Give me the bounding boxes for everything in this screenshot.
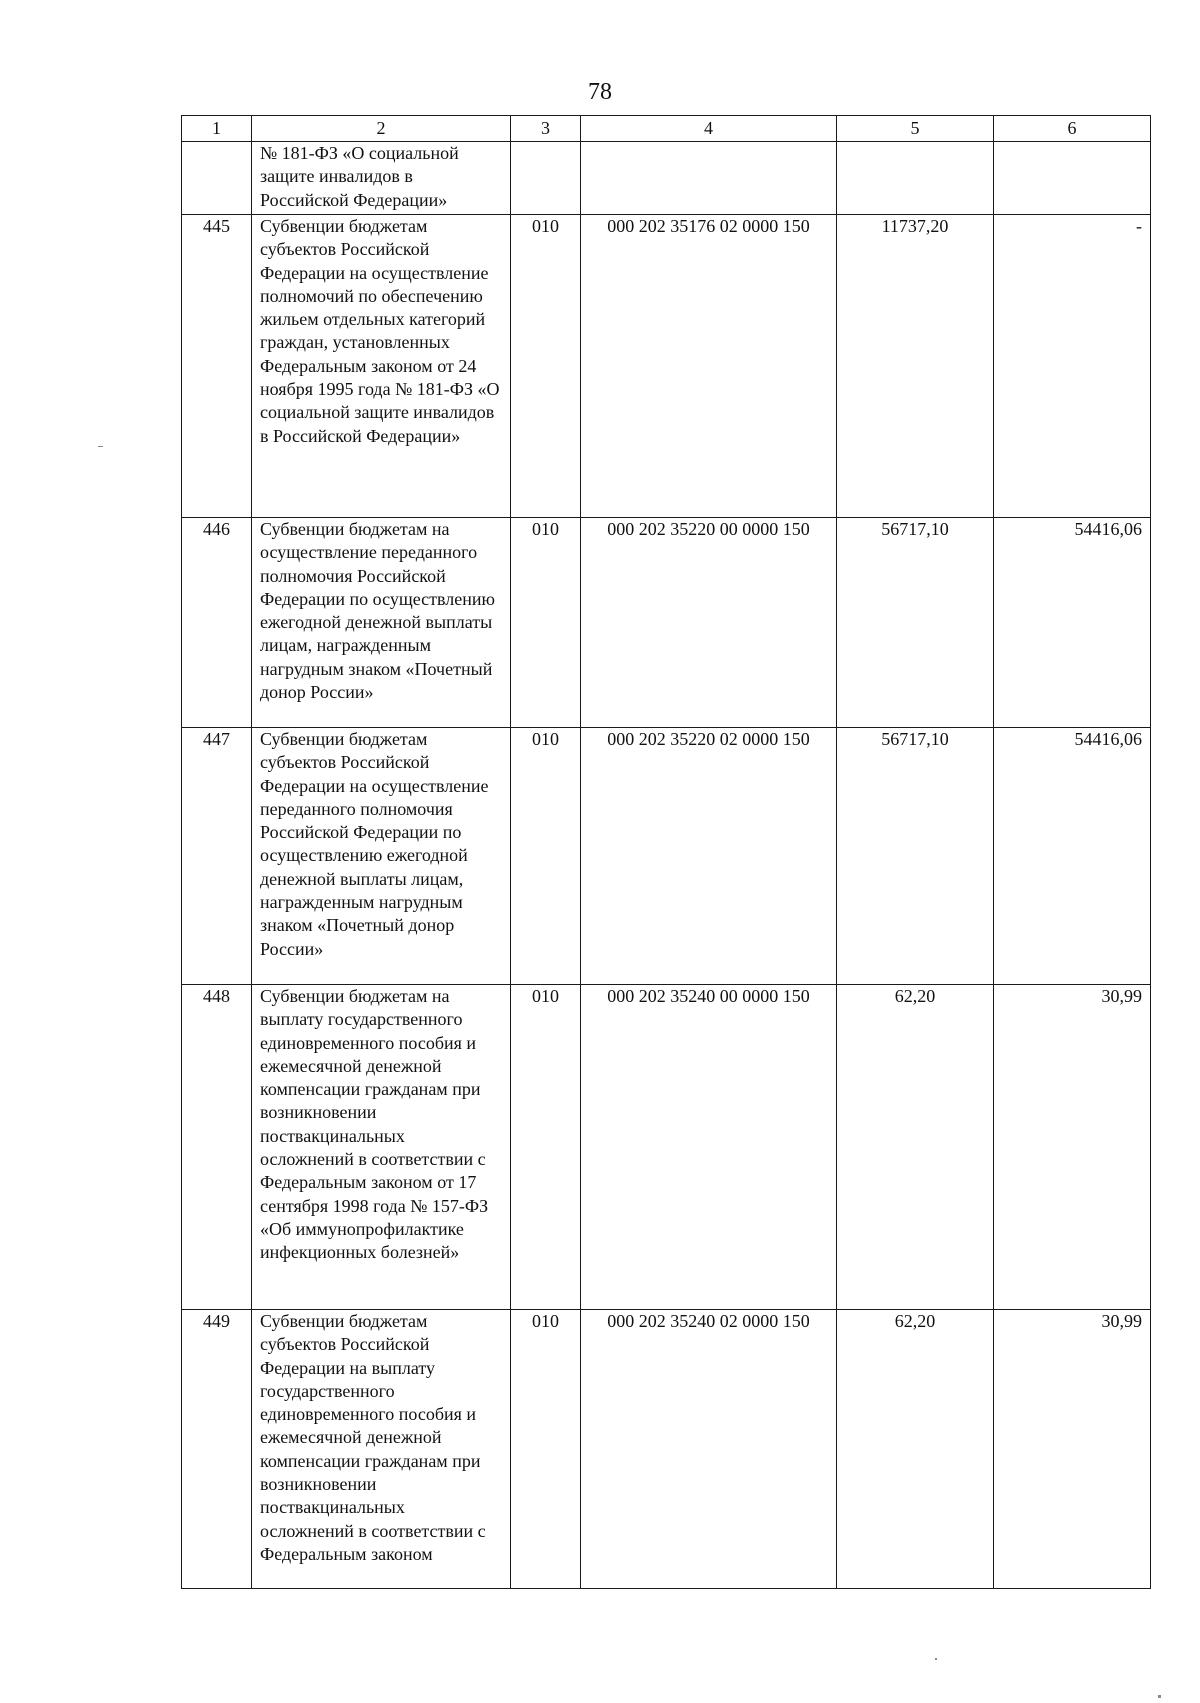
- row-value-5: 56717,10: [837, 728, 994, 985]
- row-budget-code: 000 202 35240 02 0000 150: [581, 1310, 837, 1589]
- table-row-continuation: [182, 142, 1151, 215]
- row-value-5: 11737,20: [837, 215, 994, 518]
- row-value-6: [994, 142, 1151, 215]
- row-name: Субвенции бюджетам на осуществление переданного полномочия Российской Федерации по осуществлению ежегодной денежной выплаты лицам, награжденным нагрудным знаком «Почетный донор России»: [252, 518, 511, 728]
- row-value-5: 62,20: [837, 1310, 994, 1589]
- scan-speck: [935, 1658, 937, 1660]
- header-row: [182, 116, 1151, 142]
- table-row: [182, 728, 1151, 985]
- row-name: Субвенции бюджетам субъектов Российской Федерации на осуществление полномочий по обеспечению жильем отдельных категорий граждан, установленных Федеральным законом от 24 ноября 1995 года № 181-ФЗ «О социальной защите инвалидов в Российской Федерации»: [252, 215, 511, 518]
- column-header-4: 4: [581, 116, 837, 142]
- scan-speck: [1158, 1695, 1161, 1698]
- row-value-6: -: [994, 215, 1151, 518]
- row-value-6: 54416,06: [994, 728, 1151, 985]
- table-row: [182, 518, 1151, 728]
- table-row: [182, 215, 1151, 518]
- row-value-6: 30,99: [994, 985, 1151, 1310]
- row-number: 449: [182, 1310, 252, 1589]
- row-number: 448: [182, 985, 252, 1310]
- budget-table: [181, 115, 1151, 1589]
- column-header-3: 3: [511, 116, 581, 142]
- row-admin-code: 010: [511, 518, 581, 728]
- table-row: [182, 985, 1151, 1310]
- row-number: 447: [182, 728, 252, 985]
- row-admin-code: 010: [511, 985, 581, 1310]
- page-number: 78: [588, 79, 612, 105]
- scan-speck: [98, 446, 103, 447]
- row-value-5: 62,20: [837, 985, 994, 1310]
- row-budget-code: [581, 142, 837, 215]
- row-admin-code: 010: [511, 1310, 581, 1589]
- column-header-5: 5: [837, 116, 994, 142]
- row-budget-code: 000 202 35240 00 0000 150: [581, 985, 837, 1310]
- row-name: Субвенции бюджетам субъектов Российской Федерации на выплату государственного единовременного пособия и ежемесячной денежной компенсации гражданам при возникновении поствакцинальных осложнений в соответствии с Федеральным законом: [252, 1310, 511, 1589]
- row-number: 446: [182, 518, 252, 728]
- row-value-5: [837, 142, 994, 215]
- row-number: 445: [182, 215, 252, 518]
- row-value-6: 54416,06: [994, 518, 1151, 728]
- row-admin-code: 010: [511, 215, 581, 518]
- row-budget-code: 000 202 35220 00 0000 150: [581, 518, 837, 728]
- column-header-6: 6: [994, 116, 1151, 142]
- row-name: Субвенции бюджетам на выплату государственного единовременного пособия и ежемесячной денежной компенсации гражданам при возникновении поствакцинальных осложнений в соответствии с Федеральным законом от 17 сентября 1998 года № 157-ФЗ «Об иммунопрофилактике инфекционных болезней»: [252, 985, 511, 1310]
- column-header-2: 2: [252, 116, 511, 142]
- table-row: [182, 1310, 1151, 1589]
- row-value-6: 30,99: [994, 1310, 1151, 1589]
- row-name: № 181-ФЗ «О социальной защите инвалидов в Российской Федерации»: [252, 142, 511, 215]
- row-budget-code: 000 202 35176 02 0000 150: [581, 215, 837, 518]
- row-budget-code: 000 202 35220 02 0000 150: [581, 728, 837, 985]
- row-admin-code: [511, 142, 581, 215]
- row-number: [182, 142, 252, 215]
- row-admin-code: 010: [511, 728, 581, 985]
- column-header-1: 1: [182, 116, 252, 142]
- table-header: [182, 116, 1151, 142]
- row-name: Субвенции бюджетам субъектов Российской Федерации на осуществление переданного полномочия Российской Федерации по осуществлению ежегодной денежной выплаты лицам, награжденным нагрудным знаком «Почетный донор России»: [252, 728, 511, 985]
- row-value-5: 56717,10: [837, 518, 994, 728]
